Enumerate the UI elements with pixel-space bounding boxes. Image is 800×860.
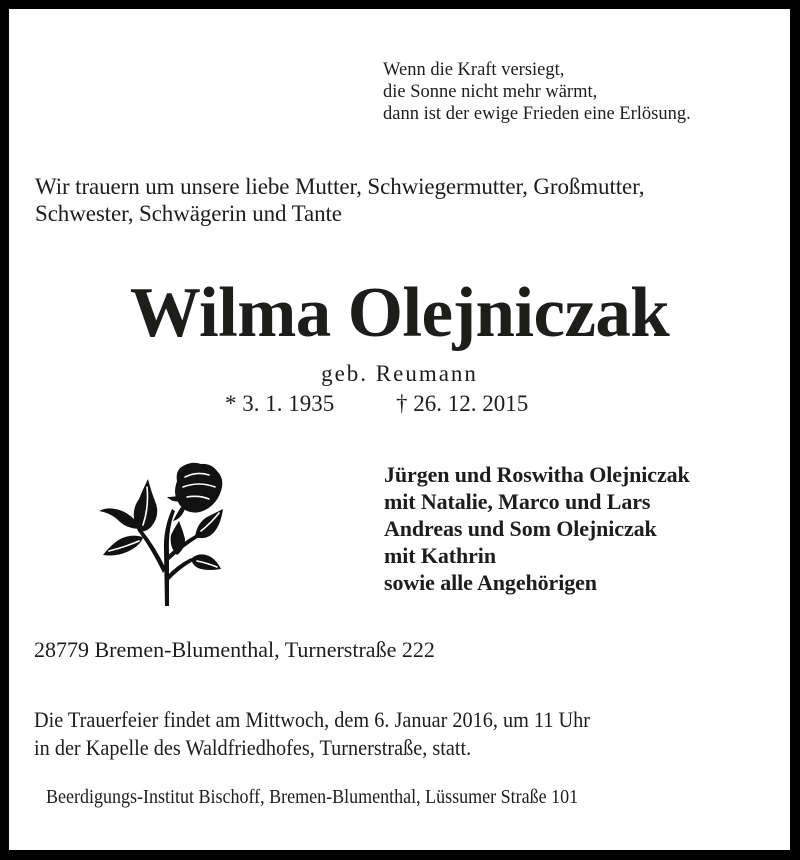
intro-line: Schwester, Schwägerin und Tante (35, 201, 342, 226)
poem-line: die Sonne nicht mehr wärmt, (383, 82, 598, 102)
poem (383, 59, 691, 125)
deceased-name: Wilma Olejniczak (129, 274, 670, 352)
poem-line: dann ist der ewige Frieden eine Erlösung. (383, 104, 691, 124)
mourner-line: Jürgen und Roswitha Olejniczak (384, 462, 690, 487)
mourner-line: mit Kathrin (384, 543, 496, 568)
rose-icon (89, 451, 229, 611)
funeral-home-footer: Beerdigungs-Institut Bischoff, Bremen-Blumenthal, Lüssumer Straße 101 (46, 786, 579, 808)
service-line: Die Trauerfeier findet am Mittwoch, dem 6. Januar 2016, um 11 Uhr (34, 707, 591, 732)
death-date: † 26. 12. 2015 (396, 391, 529, 416)
service-line: in der Kapelle des Waldfriedhofes, Turnerstraße, statt. (34, 735, 472, 760)
maiden-name: geb. Reumann (321, 361, 478, 386)
birth-date: * 3. 1. 1935 (225, 391, 335, 416)
mourner-line: Andreas und Som Olejniczak (384, 516, 657, 541)
mourner-line: mit Natalie, Marco und Lars (384, 489, 651, 514)
mourners-list (384, 461, 690, 596)
poem-line: Wenn die Kraft versiegt, (383, 60, 565, 80)
funeral-service-info (34, 706, 590, 762)
mourner-line: sowie alle Angehörigen (384, 570, 597, 595)
obituary-notice (9, 9, 790, 850)
mourning-intro (35, 173, 644, 227)
intro-line: Wir trauern um unsere liebe Mutter, Schwiegermutter, Großmutter, (35, 174, 645, 199)
family-address: 28779 Bremen-Blumenthal, Turnerstraße 222 (34, 637, 435, 662)
